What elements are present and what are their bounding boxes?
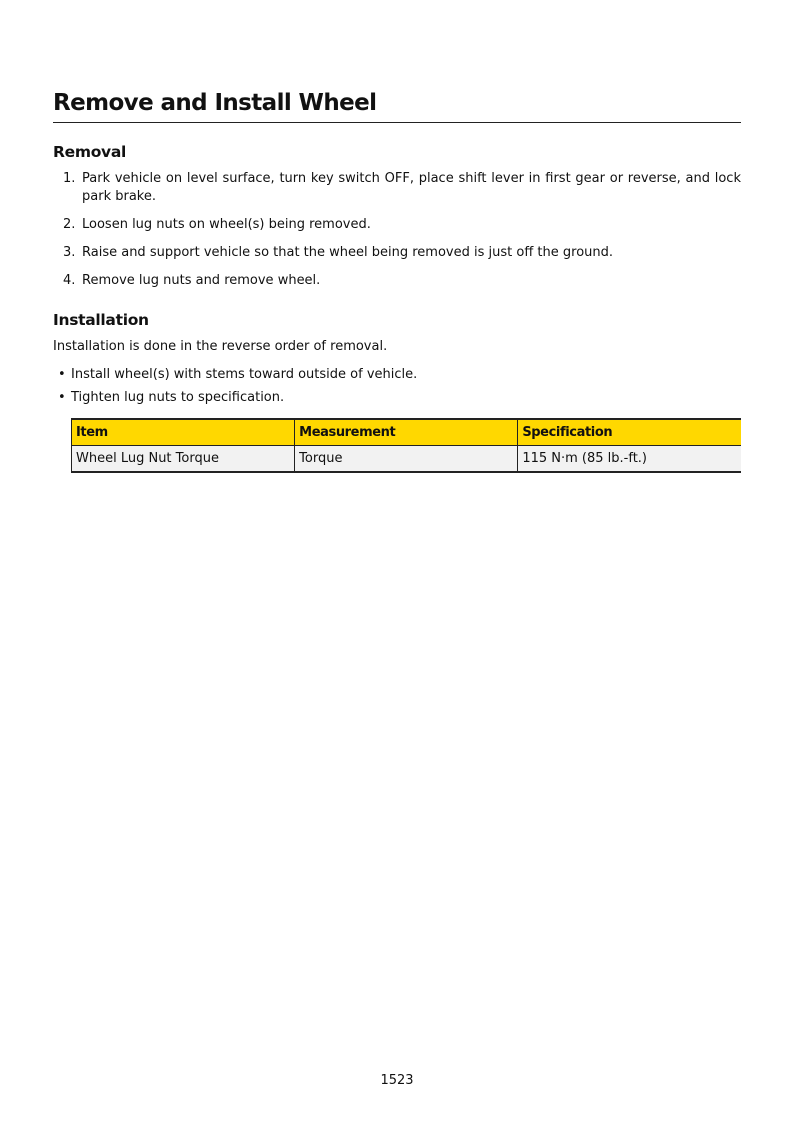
step-item	[53, 272, 741, 290]
removal-heading: Removal	[53, 143, 127, 161]
step-item	[53, 170, 741, 206]
step-text: Remove lug nuts and remove wheel.	[82, 273, 321, 288]
step-item	[53, 244, 741, 262]
installation-intro: Installation is done in the reverse order of removal.	[53, 339, 388, 354]
header-measurement: Measurement	[295, 419, 518, 446]
step-number: 4.	[63, 273, 76, 288]
page-number: 1523	[380, 1073, 414, 1088]
spec-table	[71, 418, 741, 473]
table-row	[72, 446, 742, 473]
step-number: 3.	[63, 245, 76, 260]
step-number: 1.	[63, 171, 76, 186]
page-title: Remove and Install Wheel	[53, 88, 741, 123]
cell-measurement: Torque	[295, 446, 518, 473]
bullet-item	[53, 366, 417, 384]
cell-specification: 115 N·m (85 lb.-ft.)	[518, 446, 741, 473]
step-text: Park vehicle on level surface, turn key switch OFF, place shift lever in first gear or reverse, and lock park brake.	[82, 171, 741, 204]
cell-item: Wheel Lug Nut Torque	[72, 446, 295, 473]
step-text: Raise and support vehicle so that the wheel being removed is just off the ground.	[82, 245, 614, 260]
installation-bullets	[53, 366, 417, 412]
bullet-item	[53, 389, 417, 407]
bullet-text: Install wheel(s) with stems toward outside of vehicle.	[71, 367, 418, 382]
table-header-row	[72, 419, 742, 446]
step-text: Loosen lug nuts on wheel(s) being removed.	[82, 217, 371, 232]
step-number: 2.	[63, 217, 76, 232]
bullet-icon: •	[58, 390, 66, 405]
bullet-text: Tighten lug nuts to specification.	[71, 390, 285, 405]
header-item: Item	[72, 419, 295, 446]
bullet-icon: •	[58, 367, 66, 382]
removal-steps	[53, 170, 741, 300]
header-specification: Specification	[518, 419, 741, 446]
installation-heading: Installation	[53, 311, 149, 329]
page	[53, 0, 741, 1122]
step-item	[53, 216, 741, 234]
